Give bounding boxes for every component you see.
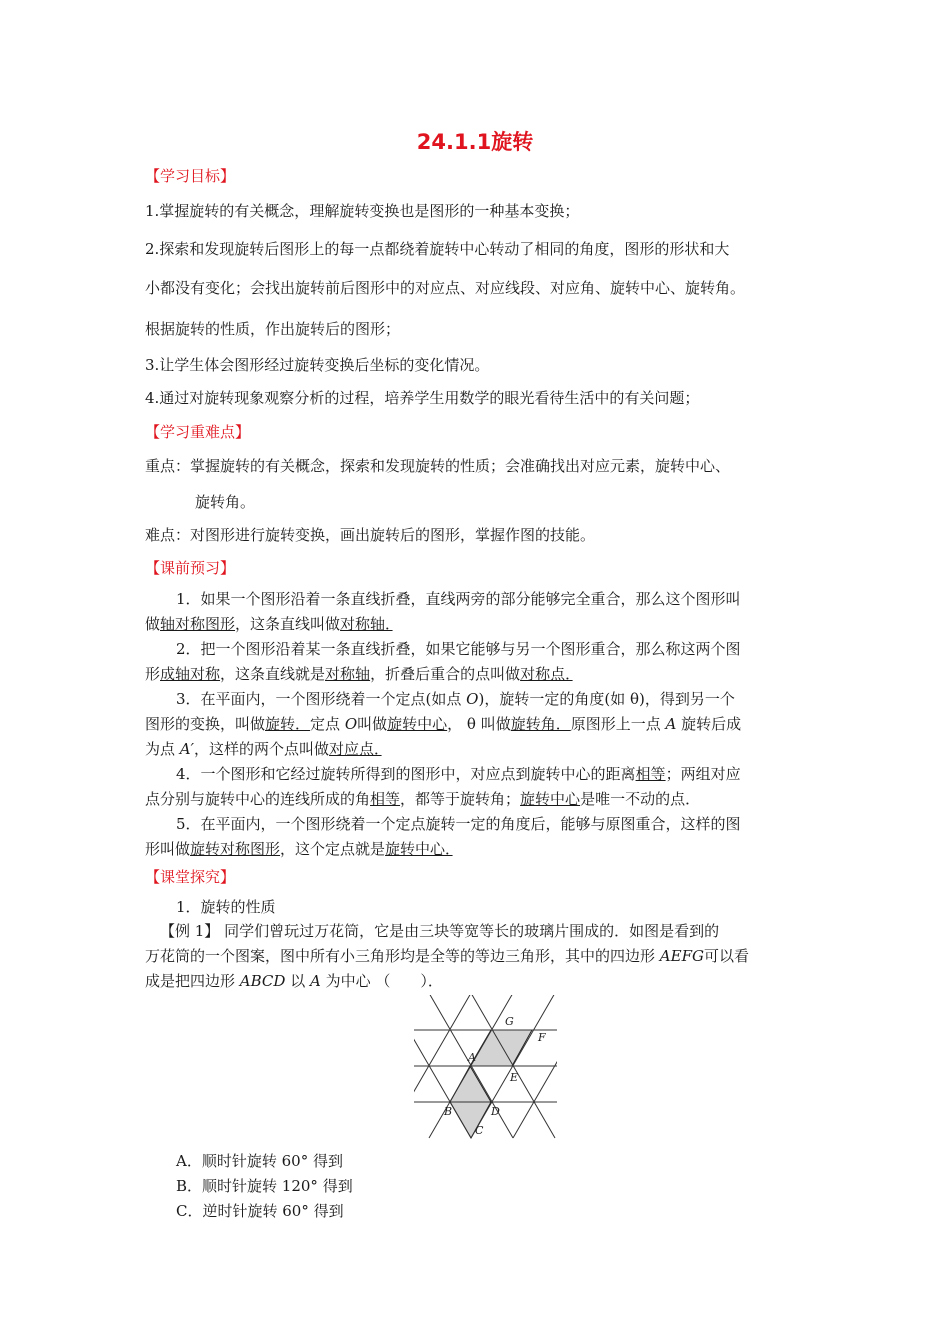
option-a: A．顺时针旋转 60° 得到 [176, 1152, 343, 1170]
preview-5-line-b: 形叫做旋转对称图形，这个定点就是旋转中心． [145, 840, 453, 858]
preview-4-line-b: 点分别与旋转中心的连线所成的角相等，都等于旋转角；旋转中心是唯一不动的点． [145, 790, 701, 808]
preview-5-line-a: 5．在平面内，一个图形绕着一个定点旋转一定的角度后，能够与原图重合，这样的图 [176, 815, 741, 833]
answer-blank: 旋转中心 [387, 715, 448, 733]
preview-2-line-b: 形成轴对称，这条直线就是对称轴，折叠后重合的点叫做对称点． [145, 665, 573, 683]
goal-line-1: 1.掌握旋转的有关概念，理解旋转变换也是图形的一种基本变换； [145, 202, 580, 220]
kaleidoscope-figure [410, 995, 560, 1140]
example-1-line-1: 【例 1】 同学们曾玩过万花筒，它是由三块等宽等长的玻璃片围成的．如图是看到的 [160, 922, 720, 940]
goal-line-3: 小都没有变化；会找出旋转前后图形中的对应点、对应线段、对应角、旋转中心、旋转角。 [145, 279, 746, 297]
answer-blank: 相等 [370, 790, 401, 808]
label-f: F [538, 1031, 546, 1044]
key-point-line-2: 旋转角。 [195, 493, 256, 511]
answer-blank: 对称点． [520, 665, 573, 683]
explore-subheading: 1．旋转的性质 [176, 898, 276, 916]
preview-1-line-b: 做轴对称图形，这条直线叫做对称轴． [145, 615, 393, 633]
section-keypoints-heading: 【学习重难点】 [145, 423, 251, 441]
label-a: A [468, 1051, 476, 1064]
triangle-grid [410, 995, 560, 1138]
label-c: C [475, 1124, 484, 1137]
preview-3-line-b: 图形的变换，叫做旋转．定点 O叫做旋转中心， θ 叫做旋转角．原图形上一点 A 旋转后成 [145, 715, 742, 733]
example-1-line-3: 成是把四边形 ABCD 以 A 为中心 （ ）． [145, 972, 443, 990]
answer-blank: 旋转中心 [520, 790, 581, 808]
answer-blank: 成轴对称 [160, 665, 221, 683]
goal-line-4: 根据旋转的性质，作出旋转后的图形； [145, 320, 401, 338]
label-d: D [491, 1105, 500, 1118]
key-point-line-1: 重点：掌握旋转的有关概念，探索和发现旋转的性质；会准确找出对应元素，旋转中心、 [145, 457, 731, 475]
answer-blank: 轴对称图形 [160, 615, 236, 633]
page-title: 24.1.1旋转 [416, 130, 534, 154]
option-c: C．逆时针旋转 60° 得到 [176, 1202, 344, 1220]
section-preview-heading: 【课前预习】 [145, 559, 236, 577]
goal-line-6: 4.通过对旋转现象观察分析的过程，培养学生用数学的眼光看待生活中的有关问题； [145, 389, 700, 407]
answer-blank: 旋转． [265, 715, 311, 733]
answer-blank: 旋转对称图形 [190, 840, 281, 858]
section-goals-heading: 【学习目标】 [145, 167, 236, 185]
preview-3-line-a: 3．在平面内，一个图形绕着一个定点(如点 O)，旋转一定的角度(如 θ)，得到另一个 [176, 690, 735, 708]
answer-blank: 对称轴． [340, 615, 393, 633]
answer-blank: 对应点． [329, 740, 382, 758]
preview-3-line-c: 为点 A′，这样的两个点叫做对应点． [145, 740, 382, 758]
preview-4-line-a: 4．一个图形和它经过旋转所得到的图形中，对应点到旋转中心的距离相等；两组对应 [176, 765, 741, 783]
answer-blank: 相等 [635, 765, 666, 783]
label-e: E [510, 1071, 519, 1084]
label-g: G [505, 1015, 514, 1028]
answer-blank: 旋转中心． [385, 840, 453, 858]
answer-blank: 对称轴 [325, 665, 371, 683]
preview-2-line-a: 2．把一个图形沿着某一条直线折叠，如果它能够与另一个图形重合，那么称这两个图 [176, 640, 741, 658]
difficult-point-line: 难点：对图形进行旋转变换，画出旋转后的图形，掌握作图的技能。 [145, 526, 596, 544]
example-1-line-2: 万花筒的一个图案，图中所有小三角形均是全等的等边三角形，其中的四边形 AEFG可以看 [145, 947, 749, 965]
label-b: B [444, 1105, 453, 1118]
answer-blank: 旋转角． [510, 715, 571, 733]
section-explore-heading: 【课堂探究】 [145, 868, 236, 886]
option-b: B．顺时针旋转 120° 得到 [176, 1177, 353, 1195]
goal-line-2: 2.探索和发现旋转后图形上的每一点都绕着旋转中心转动了相同的角度，图形的形状和大 [145, 240, 730, 258]
goal-line-5: 3.让学生体会图形经过旋转变换后坐标的变化情况。 [145, 356, 490, 374]
preview-1-line-a: 1．如果一个图形沿着一条直线折叠，直线两旁的部分能够完全重合，那么这个图形叫 [176, 590, 741, 608]
